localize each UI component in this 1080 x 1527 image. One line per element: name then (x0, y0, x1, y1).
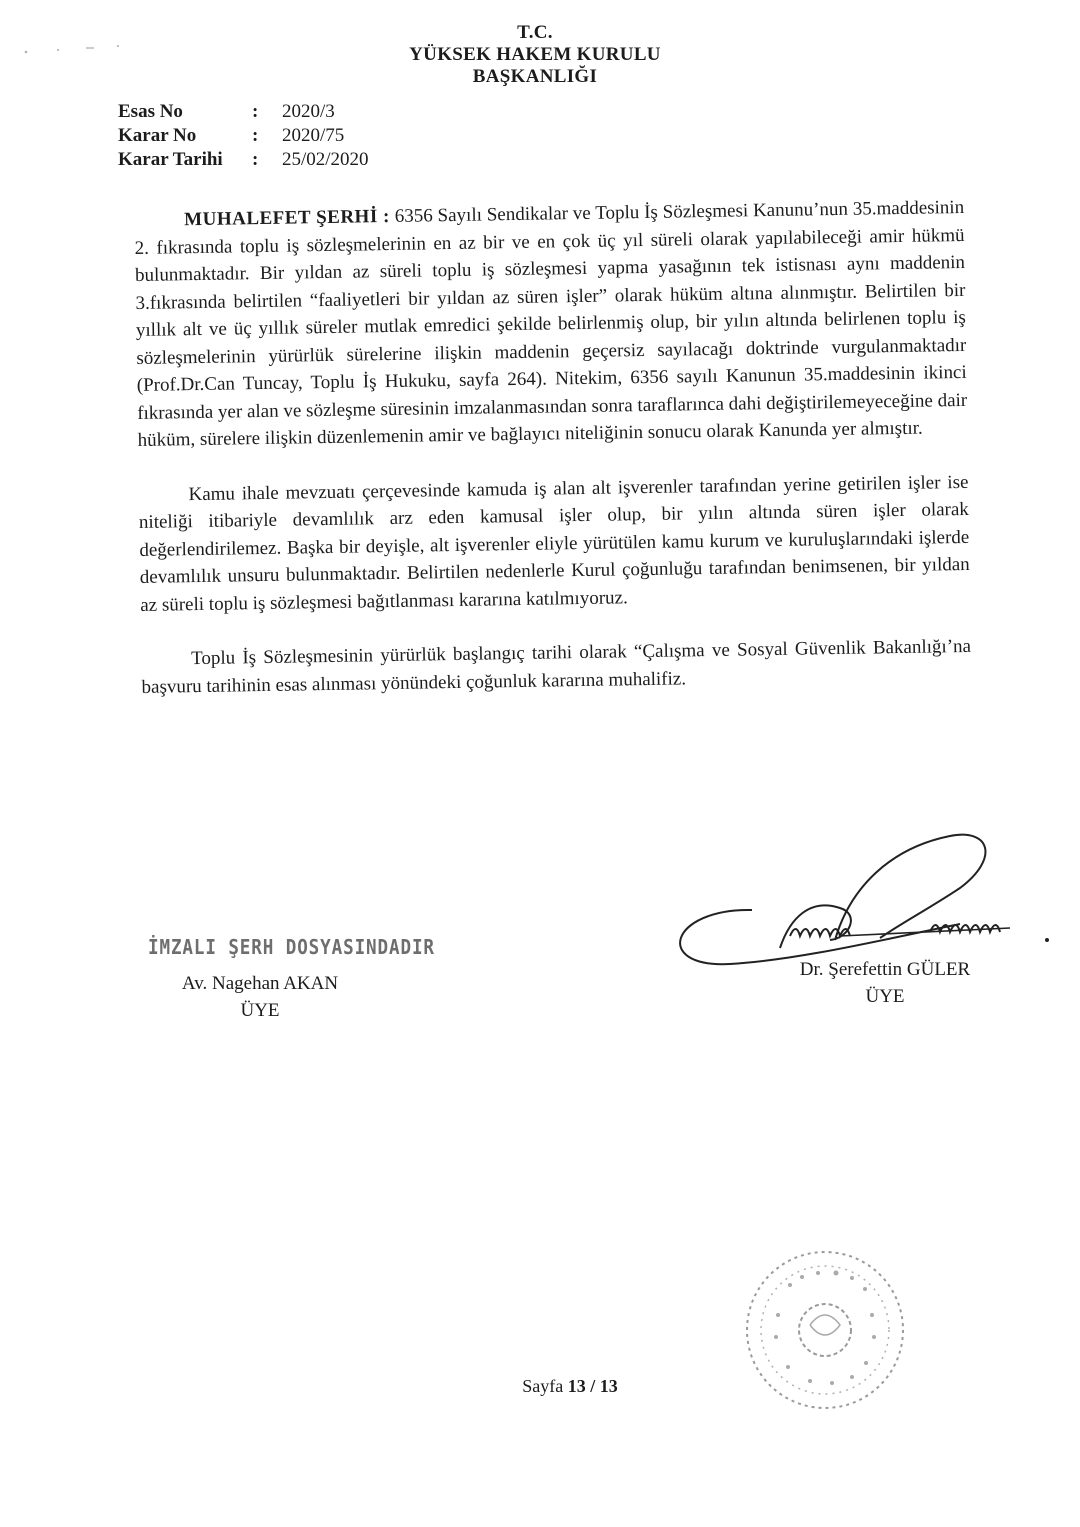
paragraph-1-text: 6356 Sayılı Sendikalar ve Toplu İş Sözleşmesi Kanunu’nun 35.maddesinin 2. fıkrasında toplu iş sözleşmelerinin en az bir ve en çok üç yıl süreli olarak yapılabileceği amir hükmü bulunmaktadır. Bir yıldan az süreli toplu iş sözleşmesi yapma yasağının tek istisnası aynı maddenin 3.fıkrasında belirtilen “faaliyetleri bir yıldan az süren işler” olarak hüküm altına alınmıştır. Belirtilen bir yıllık alt ve üç yıllık süreler mutlak emredici şekilde belirlenmiş olup, bir yılın altında belirlenen toplu iş sözleşmelerinin yürürlük sürelerine ilişkin maddenin geçersiz sayılacağı doktrinde vurgulanmaktadır (Prof.Dr.Can Tuncay, Toplu İş Hukuku, sayfa 264). Nitekim, 6356 sayılı Kanunun 35.maddesinin ikinci fıkrasında yer alan ve sözleşme süresinin imzalanmasından sonra taraflarınca dahi değiştirilemeyeceğine dair hüküm, sürelere ilişkin düzenlemenin amir ve bağlayıcı niteliğinin sonucu olarak Kanunda yer almıştır. (134, 196, 968, 451)
header-line-tc: T.C. (517, 22, 553, 43)
signatory-role: ÜYE (240, 1000, 280, 1021)
page-label: Sayfa (522, 1376, 564, 1396)
meta-value: 2020/75 (282, 125, 345, 146)
paragraph-2: Kamu ihale mevzuatı çerçevesinde kamuda iş alan alt işverenler tarafından yerine getirilen işler ise niteliği itibariyle devamlılık arz eden kamusal işler olup, bir yılın altında süren işler olarak değerlendirilemez. Başka bir deyişle, alt işverenler eliyle yürütülen kamu kurum ve kuruluşlarındaki işlerde devamlılık unsuru bulunmaktadır. Belirtilen nedenlerle Kurul çoğunluğu tarafından benimsenen, bir yıldan az süreli toplu iş sözleşmesi bağıtlanması kararına katılmıyoruz. (138, 471, 970, 616)
meta-row-esas (118, 100, 369, 124)
signatory-role: ÜYE (865, 986, 905, 1007)
meta-row-karar (118, 124, 369, 148)
header-line-institution: YÜKSEK HAKEM KURULU (409, 44, 661, 65)
signatory-right (770, 956, 1000, 1010)
dissent-body (134, 194, 972, 701)
paragraph-1 (134, 194, 968, 455)
signed-in-file-stamp: İMZALI ŞERH DOSYASINDADIR (148, 935, 435, 959)
dissent-label: MUHALEFET ŞERHİ : (184, 205, 391, 231)
signatory-name: Av. Nagehan AKAN (181, 973, 339, 994)
signatory-name: Dr. Şerefettin GÜLER (799, 959, 971, 980)
meta-value: 25/02/2020 (282, 149, 369, 170)
meta-colon: : (252, 125, 259, 146)
official-seal (740, 1245, 910, 1415)
meta-row-karar-tarihi (118, 148, 369, 172)
meta-colon: : (252, 149, 259, 170)
paragraph-3: Toplu İş Sözleşmesinin yürürlük başlangıç tarihi olarak “Çalışma ve Sosyal Güvenlik Bakanlığı’na başvuru tarihinin esas alınması yönündeki çoğunluk kararına muhalifiz. (141, 635, 972, 698)
meta-label: Karar No (118, 125, 197, 146)
document-header (380, 22, 690, 88)
header-line-presidency: BAŞKANLIĞI (472, 66, 598, 87)
meta-value: 2020/3 (282, 101, 335, 122)
meta-label: Esas No (118, 101, 183, 122)
page-footer (480, 1376, 660, 1397)
case-metadata (118, 100, 369, 172)
page-number: 13 / 13 (567, 1376, 618, 1396)
meta-colon: : (252, 101, 259, 122)
scan-specks (20, 40, 140, 60)
signatory-left (160, 970, 360, 1024)
meta-label: Karar Tarihi (118, 149, 223, 170)
